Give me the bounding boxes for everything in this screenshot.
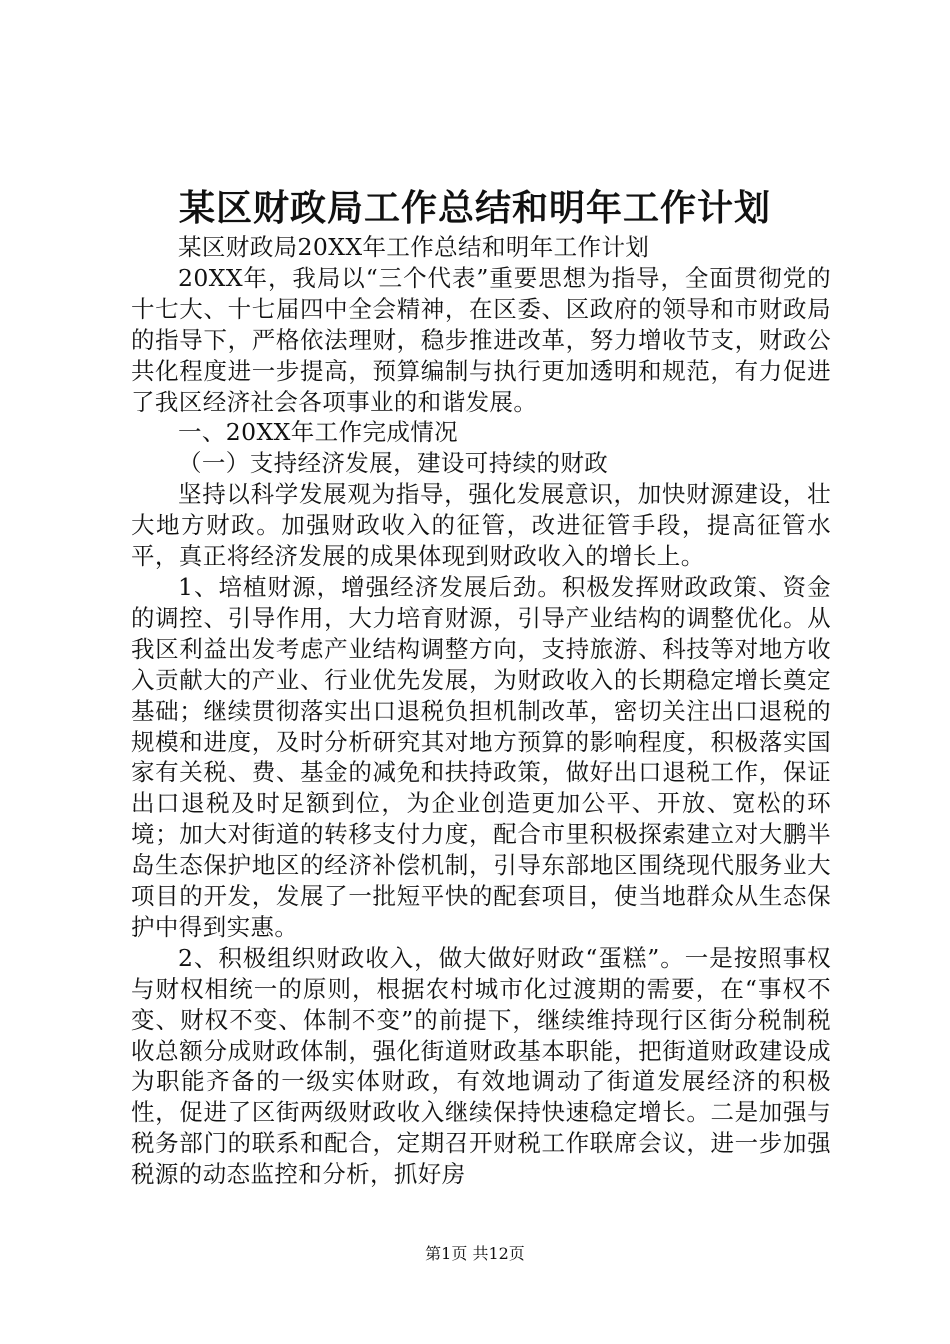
paragraph-finance-guidance: 坚持以科学发展观为指导，强化发展意识，加快财源建设，壮大地方财政。加强财政收入的征管，改进征管手段，提高征管水平，真正将经济发展的成果体现到财政收入的增长上。 [131, 480, 831, 571]
document-title: 某区财政局工作总结和明年工作计划 [178, 187, 771, 229]
paragraph-intro: 20XX年，我局以“三个代表”重要思想为指导，全面贯彻党的十七大、十七届四中全会精神，在区委、区政府的领导和市财政局的指导下，严格依法理财，稳步推进改革，努力增收节支，财政公共化程度进一步提高，预算编制与执行更加透明和规范，有力促进了我区经济社会各项事业的和谐发展。 [131, 263, 831, 416]
page-footer: 第1页 共12页 [425, 1244, 525, 1263]
document-body [131, 232, 831, 1190]
paragraph-item-2: 2、积极组织财政收入，做大做好财政“蛋糕”。一是按照事权与财权相统一的原则，根据农村城市化过渡期的需要，在“事权不变、财权不变、体制不变”的前提下，继续维持现行区街分税制税收总额分成财政体制，强化街道财政基本职能，把街道财政建设成为职能齐备的一级实体财政，有效地调动了街道发展经济的积极性，促进了区街两级财政收入继续保持快速稳定增长。二是加强与税务部门的联系和配合，定期召开财税工作联席会议，进一步加强税源的动态监控和分析，抓好房 [131, 943, 831, 1189]
section-heading-1: 一、20XX年工作完成情况 [178, 418, 459, 447]
paragraph-subtitle: 某区财政局20XX年工作总结和明年工作计划 [178, 233, 650, 261]
subsection-heading-1: （一）支持经济发展，建设可持续的财政 [178, 449, 609, 478]
paragraph-item-1: 1、培植财源，增强经济发展后劲。积极发挥财政政策、资金的调控、引导作用，大力培育财源，引导产业结构的调整优化。从我区利益出发考虑产业结构调整方向，支持旅游、科技等对地方收入贡献大的产业、行业优先发展，为财政收入的长期稳定增长奠定基础；继续贯彻落实出口退税负担机制改革，密切关注出口退税的规模和进度，及时分析研究其对地方预算的影响程度，积极落实国家有关税、费、基金的减免和扶持政策，做好出口退税工作，保证出口退税及时足额到位，为企业创造更加公平、开放、宽松的环境；加大对街道的转移支付力度，配合市里积极探索建立对大鹏半岛生态保护地区的经济补偿机制，引导东部地区围绕现代服务业大项目的开发，发展了一批短平快的配套项目，使当地群众从生态保护中得到实惠。 [131, 572, 831, 941]
